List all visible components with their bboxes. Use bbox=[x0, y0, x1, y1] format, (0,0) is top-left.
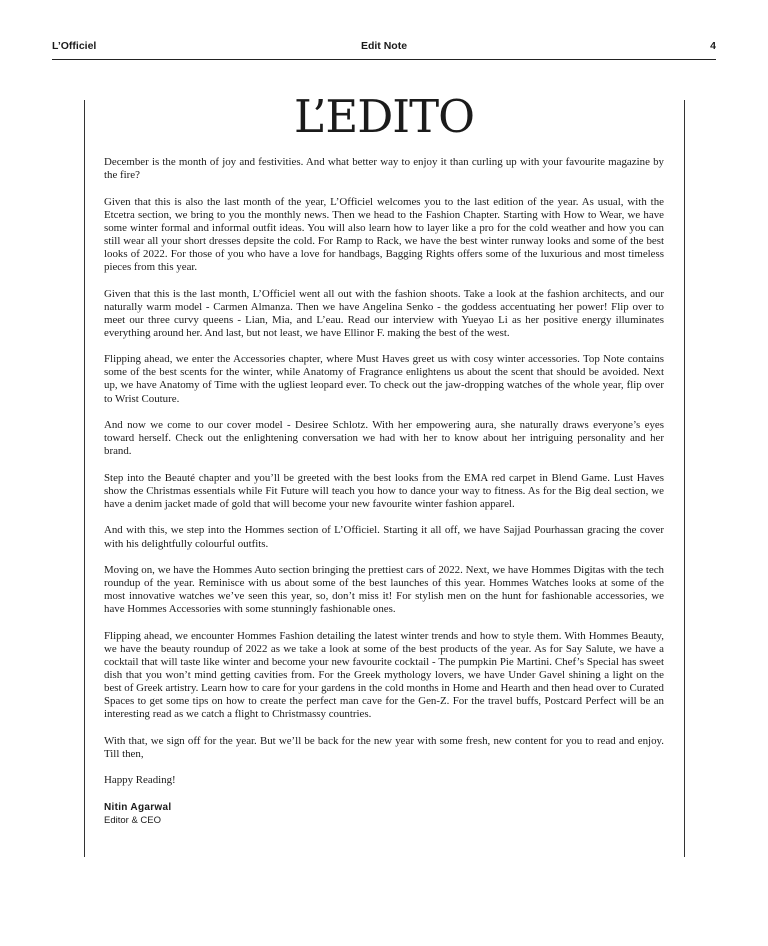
paragraph: Given that this is also the last month of the year, L’Officiel welcomes you to the last edition of the year. As usual, with the Etcetra section, we bring to you the monthly news. Then we head to the Fashion Chapter. Starting with How to Wear, we have some winter formal and informal outfit ideas. You will also learn how to layer like a pro for the cold weather and how you can still wear all your short dresses depsite the cold. For Ramp to Rack, we have the best winter runway looks and some of the best looks of 2022. For those of you who have a love for handbags, Bagging Rights offers some of the luxurious and most timeless pieces from this year. bbox=[104, 195, 664, 274]
page-number: 4 bbox=[710, 40, 716, 52]
paragraph: December is the month of joy and festivities. And what better way to enjoy it than curling up with your favourite magazine by the fire? bbox=[104, 156, 664, 182]
paragraph: Moving on, we have the Hommes Auto section bringing the prettiest cars of 2022. Next, we have Hommes Digitas with the tech roundup of the year. Reminisce with us about some of the best launches of this year. Hommes Watches looks at some of the most innovative watches we’ve seen this year, so, don’t miss it! For stylish men on the hunt for fashionable accessories, we have Hommes Accessories with some stunningly fashionable ones. bbox=[104, 563, 664, 616]
paragraph: With that, we sign off for the year. But we’ll be back for the new year with some fresh, new content for you to read and enjoy. Till then, bbox=[104, 734, 664, 760]
right-column-rule bbox=[684, 100, 685, 857]
running-header bbox=[52, 40, 716, 56]
header-rule bbox=[52, 59, 716, 60]
paragraph: Flipping ahead, we encounter Hommes Fashion detailing the latest winter trends and how to style them. With Hommes Beauty, we have the beauty roundup of 2022 as we take a look at some of the best products of the year. As for Say Salute, we have a cocktail that will taste like winter and become your new favourite cocktail - The pumpkin Pie Martini. Chef’s Special has sweet dish that you won’t mind getting cavities from. For the Greek mythology lovers, we have Under Gavel shining a light on the best of Greek artistry. Learn how to care for your gardens in the cold months in Home and Hearth and then head over to Curated Spaces to get some tips on how to create the perfect man cave for the Gen-Z. For the travel buffs, Postcard Perfect will be an interesting read as we catch a flight to Christmassy countries. bbox=[104, 629, 664, 721]
paragraph: Given that this is the last month, L’Officiel went all out with the fashion shoots. Take a look at the fashion architects, and our naturally warm model - Carmen Almanza. Then we have Angelina Senko - the goddess accentuating her power! Flip over to meet our three curvy queens - Lian, Mia, and L’eau. Read our interview with Yueyao Li as her positive energy illuminates everything around her. And last, but not least, we have Ellinor F. making the best of the west. bbox=[104, 287, 664, 339]
paragraph: And with this, we step into the Hommes section of L’Officiel. Starting it all off, we have Sajjad Pourhassan gracing the cover with his delightfully colourful outfits. bbox=[104, 524, 664, 550]
page-title: L’EDITO bbox=[293, 90, 474, 143]
paragraph: Flipping ahead, we enter the Accessories chapter, where Must Haves greet us with cosy winter accessories. Top Note contains some of the best scents for the winter, while Anatomy of Fragrance enlightens us about the scent that should be avoided. Next up, we have Anatomy of Time with the ugliest leopard ever. To check out the jaw-dropping watches of the whole year, flip over to Wrist Couture. bbox=[104, 353, 664, 405]
closing-line: Happy Reading! bbox=[104, 774, 176, 787]
paragraph: Step into the Beauté chapter and you’ll be greeted with the best looks from the EMA red carpet in Blend Game. Lust Haves show the Christmas essentials while Fit Future will teach you how to dance your way to fitness. As for the Big deal section, we have a denim jacket made of gold that will become your new favourite winter fashion apparel. bbox=[104, 471, 664, 510]
signature-name: Nitin Agarwal bbox=[104, 801, 172, 813]
paragraph: And now we come to our cover model - Desiree Schlotz. With her empowering aura, she naturally draws everyone’s eyes toward herself. Check out the enlightening conversation we had with her to know about her intriguing personality and her brand. bbox=[104, 419, 664, 458]
signature-role: Editor & CEO bbox=[104, 814, 162, 826]
section-name: Edit Note bbox=[360, 40, 408, 52]
left-column-rule bbox=[84, 100, 85, 857]
magazine-name: L’Officiel bbox=[52, 40, 97, 52]
editorial-body bbox=[104, 156, 664, 827]
